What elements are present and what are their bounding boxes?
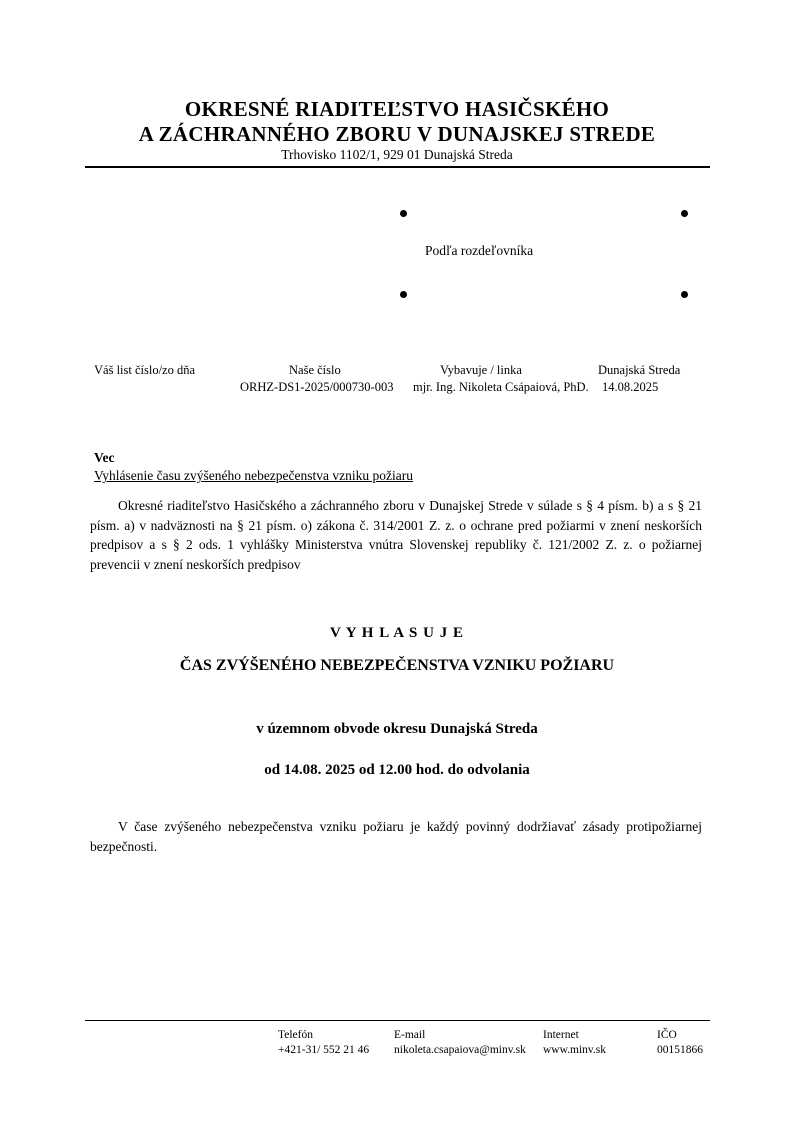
subject-text: Vyhlásenie času zvýšeného nebezpečenstva vzniku požiaru bbox=[94, 468, 413, 483]
our-ref-value: ORHZ-DS1-2025/000730-003 bbox=[240, 380, 394, 394]
territory-heading: v územnom obvode okresu Dunajská Streda bbox=[256, 721, 538, 737]
footer-internet-label: Internet bbox=[543, 1029, 579, 1041]
address-window-corner-dot-icon bbox=[681, 291, 688, 298]
org-address: Trhovisko 1102/1, 929 01 Dunajská Streda bbox=[281, 147, 513, 162]
org-name-line1: OKRESNÉ RIADITEĽSTVO HASIČSKÉHO bbox=[184, 97, 610, 121]
org-name-line2: A ZÁCHRANNÉHO ZBORU V DUNAJSKEJ STREDE bbox=[138, 122, 656, 146]
our-ref-label: Naše číslo bbox=[289, 363, 341, 377]
footer-email-column bbox=[394, 1028, 526, 1057]
body-paragraph-1: Okresné riaditeľstvo Hasičského a záchranného zboru v Dunajskej Strede v súlade s § 4 písm. b) a s § 21 písm. a) v nadväznosti na § 21 písm. o) zákona č. 314/2001 Z. z. o ochrane pred požiarmi v znení neskorších predpisov a s § 2 ods. 1 vyhlášky Ministerstva vnútra Slovenskej republiky č. 121/2002 Z. z. o požiarnej prevencii v znení neskorších predpisov bbox=[90, 498, 702, 572]
handler-value: mjr. Ing. Nikoleta Csápaiová, PhD. bbox=[413, 380, 589, 394]
body-paragraph-2: V čase zvýšeného nebezpečenstva vzniku požiaru je každý povinný dodržiavať zásady protipožiarnej bezpečnosti. bbox=[90, 819, 702, 854]
footer-phone-column bbox=[278, 1028, 369, 1057]
footer-phone-label: Telefón bbox=[278, 1029, 313, 1041]
date-value: 14.08.2025 bbox=[602, 380, 659, 394]
declaration-heading: V Y H L A S U J E bbox=[330, 625, 464, 641]
your-ref-label: Váš list číslo/zo dňa bbox=[94, 363, 196, 377]
footer-ico-label: IČO bbox=[657, 1029, 677, 1041]
address-window-corner-dot-icon bbox=[681, 210, 688, 217]
footer-email-label: E-mail bbox=[394, 1029, 426, 1041]
address-window-corner-dot-icon bbox=[400, 291, 407, 298]
footer-email-value: nikoleta.csapaiova@minv.sk bbox=[394, 1043, 526, 1056]
footer-internet-column bbox=[543, 1028, 606, 1057]
recipient-text: Podľa rozdeľovníka bbox=[425, 243, 534, 258]
footer-ico-value: 00151866 bbox=[657, 1043, 703, 1056]
place-label: Dunajská Streda bbox=[598, 363, 681, 377]
declaration-subject-heading: ČAS ZVÝŠENÉHO NEBEZPEČENSTVA VZNIKU POŽIARU bbox=[179, 657, 615, 674]
footer-phone-value: +421-31/ 552 21 46 bbox=[278, 1043, 370, 1056]
address-window-corner-dot-icon bbox=[400, 210, 407, 217]
period-heading: od 14.08. 2025 od 12.00 hod. do odvolania bbox=[264, 762, 530, 778]
footer-internet-value: www.minv.sk bbox=[543, 1043, 607, 1056]
footer-ico-column bbox=[657, 1028, 703, 1057]
footer-divider bbox=[85, 1020, 710, 1021]
subject-label: Vec bbox=[94, 450, 115, 465]
handler-label: Vybavuje / linka bbox=[440, 363, 522, 377]
header-divider bbox=[85, 166, 710, 168]
